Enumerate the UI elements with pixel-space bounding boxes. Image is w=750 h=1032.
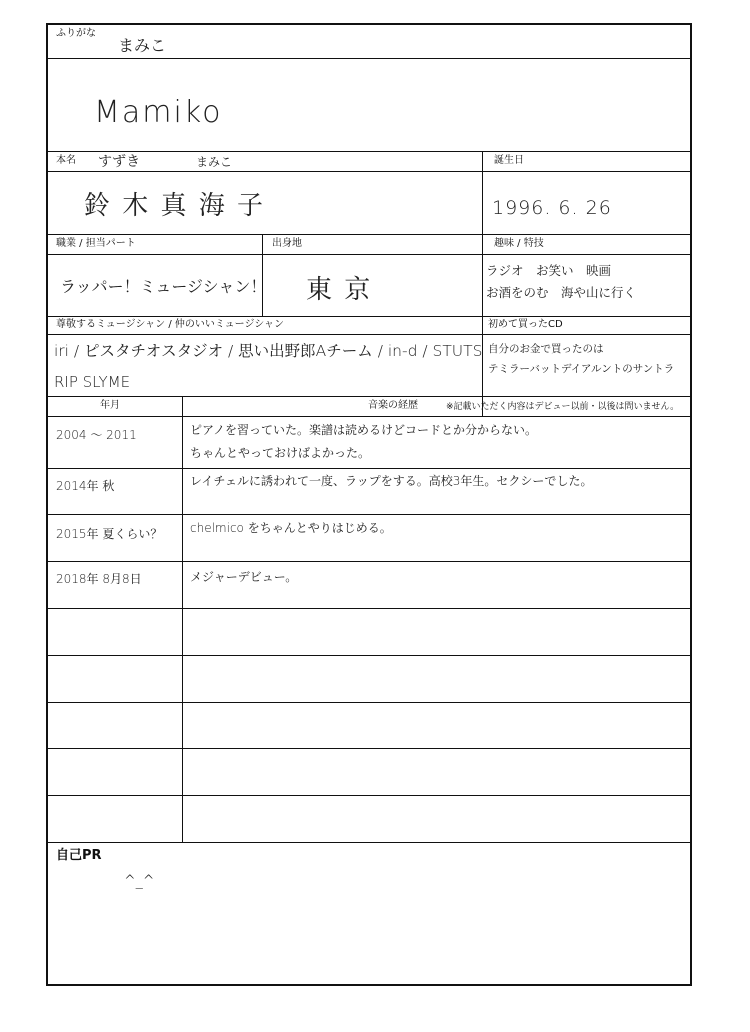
first-cd-label: 初めて買ったCD bbox=[488, 319, 563, 330]
history-date: 2015年 夏くらい？ bbox=[56, 527, 163, 541]
furigana-value: まみこ bbox=[118, 36, 167, 55]
history-entry: レイチェルに誘われて一度、ラップをする。高校3年生。セクシーでした。 bbox=[190, 474, 593, 488]
furigana-label: ふりがな bbox=[56, 28, 96, 39]
divider bbox=[48, 514, 690, 515]
name-reading-family: すずき bbox=[98, 154, 141, 170]
divider bbox=[48, 316, 690, 317]
divider bbox=[48, 748, 690, 749]
first-cd-line-1: 自分のお金で買ったのは bbox=[488, 343, 604, 355]
divider bbox=[48, 655, 690, 656]
history-entry: ピアノを習っていた。楽譜は読めるけどコードとか分からない。 bbox=[190, 423, 538, 437]
history-date: 2004 ～ 2011 bbox=[56, 428, 137, 442]
artist-name: Mamiko bbox=[94, 95, 223, 130]
divider bbox=[48, 416, 690, 417]
music-history-label: 音楽の経歴 bbox=[368, 400, 418, 411]
history-note: ※記載いただく内容はデビュー以前・以後は問いません。 bbox=[446, 402, 680, 412]
divider bbox=[48, 561, 690, 562]
birthday-value: 1996. 6. 26 bbox=[492, 197, 612, 219]
birthday-label: 誕生日 bbox=[494, 155, 524, 166]
self-pr-value: ^_^ bbox=[124, 873, 155, 889]
divider bbox=[48, 795, 690, 796]
musicians-line-2: RIP SLYME bbox=[54, 373, 131, 391]
birthplace-label: 出身地 bbox=[272, 238, 302, 249]
divider bbox=[482, 234, 483, 416]
hobby-line-2: お酒をのむ 海や山に行く bbox=[486, 285, 637, 300]
real-name: 鈴 木 真 海 子 bbox=[84, 191, 266, 221]
history-entry: メジャーデビュー。 bbox=[190, 570, 298, 584]
divider bbox=[48, 254, 690, 255]
divider bbox=[48, 396, 690, 397]
divider bbox=[48, 702, 690, 703]
self-pr-label: 自己PR bbox=[56, 848, 102, 863]
divider bbox=[48, 151, 690, 152]
history-date: 2018年 8月8日 bbox=[56, 572, 142, 586]
occupation-value: ラッパー！ミュージシャン！ bbox=[60, 277, 267, 296]
divider bbox=[48, 468, 690, 469]
divider bbox=[48, 842, 690, 843]
profile-sheet bbox=[46, 23, 692, 986]
occupation-label: 職業 / 担当パート bbox=[56, 238, 136, 249]
hobby-line-1: ラジオ お笑い 映画 bbox=[486, 263, 612, 278]
divider bbox=[48, 234, 690, 235]
birthplace-value: 東 京 bbox=[306, 275, 373, 305]
name-reading-given: まみこ bbox=[196, 155, 233, 169]
history-date: 2014年 秋 bbox=[56, 479, 115, 493]
musicians-line-1: iri / ピスタチオスタジオ / 思い出野郎Aチーム / in-d / STUTS bbox=[54, 342, 483, 360]
name-label: 本名 bbox=[56, 155, 76, 166]
musicians-label: 尊敬するミュージシャン / 仲のいいミュージシャン bbox=[56, 319, 285, 330]
first-cd-line-2: テミラーバットデイアルントのサントラ bbox=[488, 363, 675, 375]
divider bbox=[48, 334, 690, 335]
hobby-label: 趣味 / 特技 bbox=[494, 238, 544, 249]
divider bbox=[48, 171, 690, 172]
history-entry: chelmico をちゃんとやりはじめる。 bbox=[190, 521, 392, 535]
year-month-label: 年月 bbox=[100, 400, 120, 411]
divider bbox=[48, 608, 690, 609]
divider bbox=[182, 396, 183, 842]
divider bbox=[48, 58, 690, 59]
history-entry: ちゃんとやっておけばよかった。 bbox=[190, 446, 371, 460]
